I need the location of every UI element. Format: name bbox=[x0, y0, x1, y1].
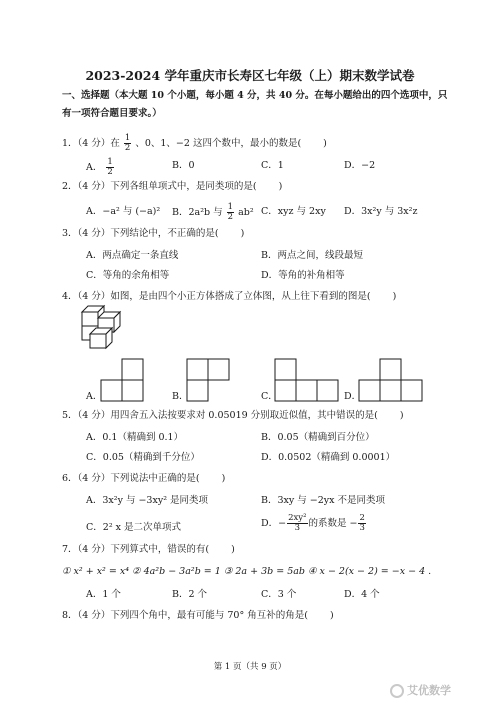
section-heading-cont: 有一项符合题目要求。） bbox=[62, 108, 162, 119]
fraction-half: $\frac{1}{2}$ bbox=[124, 133, 131, 153]
q6-option-b[interactable]: B．3xy 与 −2yx 不是同类项 bbox=[261, 495, 386, 506]
watermark: 艾优数学 bbox=[390, 682, 451, 698]
q4-view-a bbox=[100, 358, 146, 404]
q1-option-c[interactable]: C．1 bbox=[261, 160, 284, 171]
q4-view-d bbox=[358, 358, 426, 404]
q5-option-a[interactable]: A．0.1（精确到 0.1） bbox=[86, 432, 184, 443]
q6-option-c[interactable]: C．2² x 是二次单项式 bbox=[86, 522, 182, 533]
q5-option-d[interactable]: D．0.0502（精确到 0.0001） bbox=[261, 452, 396, 463]
page-footer: 第 1 页（共 9 页） bbox=[213, 662, 287, 672]
q3-option-c[interactable]: C．等角的余角相等 bbox=[86, 270, 170, 281]
q4-view-c bbox=[274, 358, 342, 404]
q3-option-b[interactable]: B．两点之间，线段最短 bbox=[261, 250, 363, 261]
watermark-logo-icon bbox=[390, 684, 404, 698]
q7-option-c[interactable]: C．3 个 bbox=[261, 589, 297, 600]
question-3-stem: 3．（4 分）下列结论中，不正确的是( ) bbox=[62, 228, 245, 239]
q6-option-d[interactable]: D．− $\frac{\text{2xy²}}{3}$ 的系数是 − $\frac{2}{3}$ bbox=[261, 513, 365, 533]
q1-option-a[interactable]: A． $\frac{1}{2}$ bbox=[86, 157, 113, 177]
q5-option-c[interactable]: C．0.05（精确到千分位） bbox=[86, 452, 200, 463]
question-1-stem: 1．（4 分）在 $\frac{1}{2}$ 、0、1、−2 这四个数中，最小的数是( ) bbox=[62, 133, 327, 153]
page-title: 2023-2024 学年重庆市长寿区七年级（上）期末数学试卷 bbox=[85, 68, 415, 83]
q4-option-b[interactable]: B． bbox=[172, 391, 189, 402]
q2-option-d[interactable]: D．3x²y 与 3x²z bbox=[344, 206, 418, 217]
q7-expressions: ① x² + x² = x⁴ ② 4a²b − 3a²b = 1 ③ 2a + 3b = 5ab ④ x − 2(x − 2) = −x − 4 . bbox=[62, 566, 432, 577]
q3-option-a[interactable]: A．两点确定一条直线 bbox=[86, 250, 179, 261]
question-5-stem: 5．（4 分）用四舍五入法按要求对 0.05019 分别取近似值，其中错误的是( ) bbox=[62, 410, 404, 421]
q7-option-a[interactable]: A．1 个 bbox=[86, 589, 121, 600]
q2-option-c[interactable]: C．xyz 与 2xy bbox=[261, 206, 326, 217]
q4-option-d[interactable]: D． bbox=[344, 391, 362, 402]
question-2-stem: 2．（4 分）下列各组单项式中，是同类项的是( ) bbox=[62, 181, 283, 192]
q1-option-d[interactable]: D．−2 bbox=[344, 160, 376, 171]
q4-option-a[interactable]: A． bbox=[86, 391, 103, 402]
q5-option-b[interactable]: B．0.05（精确到百分位） bbox=[261, 432, 375, 443]
question-4-stem: 4．（4 分）如图，是由四个小正方体搭成了立体图，从上往下看到的图是( ) bbox=[62, 291, 397, 302]
q4-view-b bbox=[186, 358, 232, 404]
q7-option-b[interactable]: B．2 个 bbox=[172, 589, 208, 600]
q3-option-d[interactable]: D．等角的补角相等 bbox=[261, 270, 345, 281]
q7-option-d[interactable]: D．4 个 bbox=[344, 589, 380, 600]
q2-option-b[interactable]: B．2a²b 与 $\frac{1}{2}$ ab² bbox=[172, 202, 254, 222]
question-6-stem: 6．（4 分）下列说法中正确的是( ) bbox=[62, 473, 226, 484]
q2-option-a[interactable]: A．−a² 与 (−a)² bbox=[86, 206, 161, 217]
question-7-stem: 7．（4 分）下列算式中，错误的有( ) bbox=[62, 544, 235, 555]
q6-option-a[interactable]: A．3x²y 与 −3xy² 是同类项 bbox=[86, 495, 209, 506]
q1-option-b[interactable]: B．0 bbox=[172, 160, 195, 171]
question-8-stem: 8．（4 分）下列四个角中，最有可能与 70° 角互补的角是( ) bbox=[62, 610, 334, 621]
section-heading: 一、选择题（本大题 10 个小题，每小题 4 分，共 40 分。在每小题给出的四个选项中，只 bbox=[62, 90, 448, 101]
cube-solid-figure bbox=[74, 304, 134, 356]
q4-option-c[interactable]: C． bbox=[261, 391, 278, 402]
